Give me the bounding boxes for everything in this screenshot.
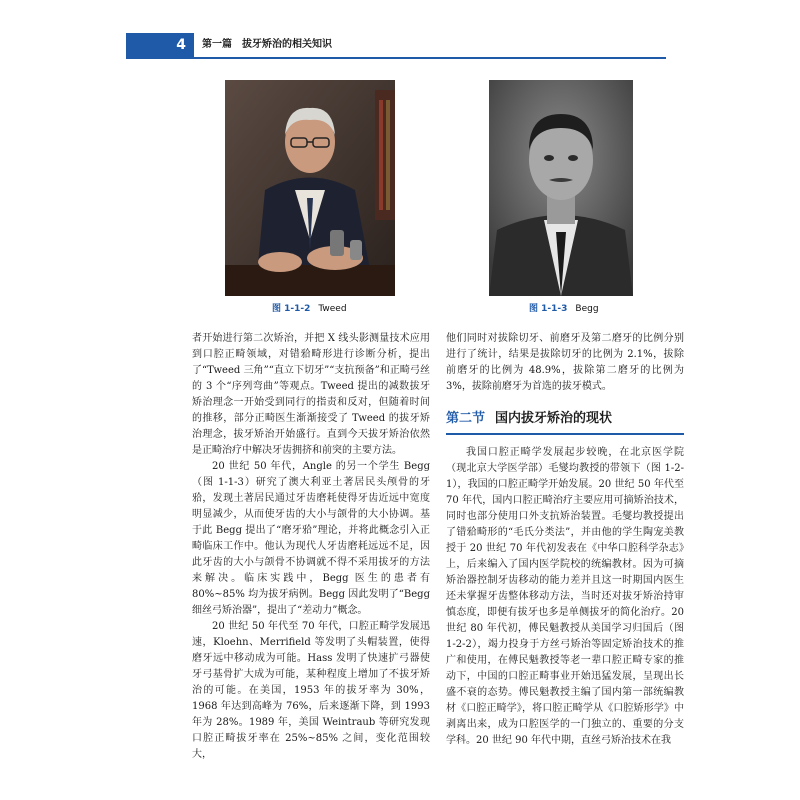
- figure-label: 图 1-1-3: [529, 304, 568, 314]
- paragraph: 者开始进行第二次矫治，并把 X 线头影测量技术应用到口腔正畸领域，对错𬌗畸形进行诊断分析，提出了“Tweed 三角”“直立下切牙”“支抗预备”和正畸弓丝的 3 个“序列弯曲”等观点。Tweed 提出的减数拔牙矫治理念一开始受到同行的指责和反对，但随着时间的推移，部分正畸医生渐渐接受了 Tweed 的拔牙矫治理念，拔牙矫治开始盛行。直到今天拔牙矫治依然是正畸治疗中解决牙齿拥挤和前突的主要方法。: [192, 333, 430, 456]
- figure-name: Begg: [575, 304, 599, 314]
- section-heading: [446, 409, 684, 435]
- figure-label: 图 1-1-2: [272, 304, 311, 314]
- paragraph: 我国口腔正畸学发展起步较晚，在北京医学院（现北京大学医学部）毛燮均教授的带领下（图 1-2-1），我国的口腔正畸学开始发展。20 世纪 50 年代至 70 年代，国内口腔正畸治疗主要应用可摘矫治技术，同时也部分使用口外支抗矫治装置。毛燮均教授提出了错𬌗畸形的“毛氏分类法”，并由他的学生陶宠美教授于 20 世纪 70 年代初发表在《中华口腔科学杂志》上，后来编入了国内医学院校的统编教材。因为可摘矫治器控制牙齿移动的能力差并且这一时期国内医生还未掌握牙齿整体移动方法，当时还对拔牙矫治持审慎态度，即便有拔牙也多是单侧拔牙的简化治疗。20 世纪 80 年代初，傅民魁教授从美国学习归国后（图 1-2-2），竭力投身于方丝弓矫治等固定矫治技术的推广和使用，在傅民魁教授等老一辈口腔正畸专家的推动下，中国的口腔正畸事业开始迅猛发展，呈现出长盛不衰的态势。傅民魁教授主编了国内第一部统编教材《口腔正畸学》，将口腔正畸学从《口腔矫形学》中剥离出来，成为口腔医学的一门独立的、重要的分支学科。20 世纪 90 年代中期，直丝弓矫治技术在我: [446, 447, 684, 746]
- figure-name: Tweed: [318, 304, 347, 314]
- figure-caption-begg: [529, 301, 599, 314]
- paragraph: 他们同时对拔除切牙、前磨牙及第二磨牙的比例分别进行了统计，结果是拔除切牙的比例为 2.1%，拔除前磨牙的比例为 48.9%，拔除第二磨牙的比例为 3%，拔除前磨牙为首选的拔牙模式。: [446, 333, 684, 392]
- page-number: 4: [126, 33, 194, 57]
- paragraph: 20 世纪 50 年代至 70 年代，口腔正畸学发展迅速，Kloehn、Merrifield 等发明了头帽装置，使得磨牙远中移动成为可能。Hass 发明了快速扩弓器使牙弓基骨扩大成为可能，某种程度上增加了不拔牙矫治的可能。在美国，1953 年的拔牙率为 30%，1968 年达到高峰为 76%，后来逐渐下降，到 1993 年为 28%。1989 年，美国 Weintraub 等研究发现口腔正畸拔牙率在 25%~85% 之间，变化范围较大，: [192, 621, 430, 760]
- tweed-photo: [225, 80, 395, 296]
- begg-photo: [489, 80, 633, 296]
- section-title: 国内拔牙矫治的现状: [495, 411, 613, 426]
- figure-caption-tweed: [272, 301, 347, 314]
- paragraph: 20 世纪 50 年代，Angle 的另一个学生 Begg（图 1-1-3）研究了澳大利亚土著居民头颅骨的牙𬌗，发现土著居民通过牙齿磨耗使得牙齿近远中宽度明显减少，从而使牙齿的大小与颌骨的大小协调。基于此 Begg 提出了“磨牙𬌗”理论，并将此概念引入正畸临床工作中。他认为现代人牙齿磨耗远远不足，因此牙齿的大小与颌骨不协调就不得不采用拔牙的方法来解决。临床实践中，Begg 医生的患者有 80%~85% 均为拔牙病例。Begg 因此发明了“Begg 细丝弓矫治器”，提出了“差动力”概念。: [192, 461, 430, 616]
- running-header: [126, 33, 666, 59]
- chapter-title: 第一篇 拔牙矫治的相关知识: [202, 39, 332, 50]
- left-text-column: [192, 331, 430, 763]
- section-number: 第二节: [446, 411, 486, 426]
- right-text-column: [446, 331, 684, 749]
